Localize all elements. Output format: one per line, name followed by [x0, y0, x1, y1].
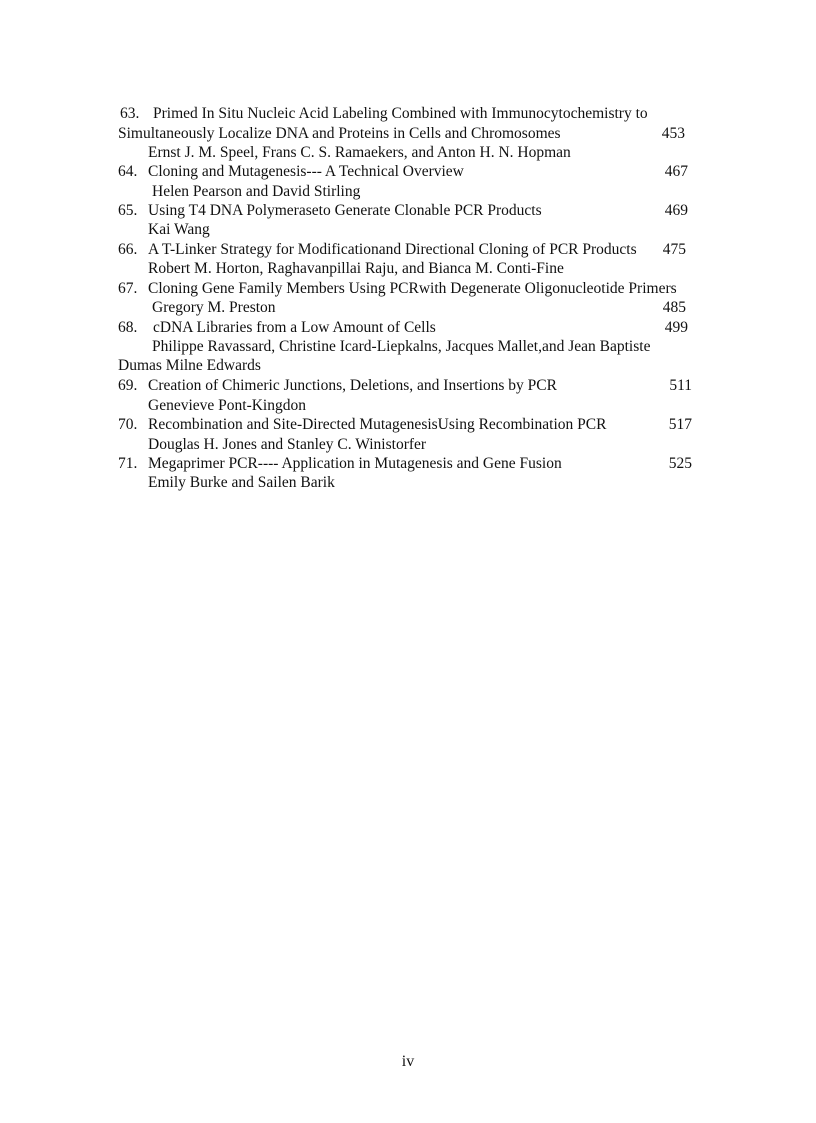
entry-page: 485 [662, 299, 686, 316]
entry-page: 517 [668, 416, 692, 433]
toc-entry-65-authors [0, 220, 816, 240]
entry-number: 65. [118, 202, 138, 219]
entry-authors: Ernst J. M. Speel, Frans C. S. Ramaekers, and Anton H. N. Hopman [148, 144, 571, 161]
entry-authors: Helen Pearson and David Stirling [152, 183, 361, 200]
toc-entry-64 [0, 162, 816, 182]
toc-entry-70 [0, 415, 816, 435]
entry-title: Creation of Chimeric Junctions, Deletions, and Insertions by PCR [148, 377, 557, 394]
toc-entry-71 [0, 454, 816, 474]
entry-page: 467 [664, 163, 688, 180]
entry-number: 66. [118, 241, 138, 258]
toc-entry-69-authors [0, 396, 816, 416]
entry-title: A T-Linker Strategy for Modificationand Directional Cloning of PCR Products [148, 241, 637, 258]
entry-title: Using T4 DNA Polymeraseto Generate Clonable PCR Products [148, 202, 542, 219]
toc-entry-64-authors [0, 182, 816, 202]
entry-page: 475 [662, 241, 686, 258]
entry-title: Megaprimer PCR---- Application in Mutagenesis and Gene Fusion [148, 455, 562, 472]
entry-authors-line2: Dumas Milne Edwards [118, 357, 261, 374]
toc-entry-66-authors [0, 259, 816, 279]
toc-entry-67-authors [0, 298, 816, 318]
toc-entry-69 [0, 376, 816, 396]
entry-number: 71. [118, 455, 138, 472]
entry-title: Recombination and Site-Directed MutagenesisUsing Recombination PCR [148, 416, 607, 433]
entry-authors: Gregory M. Preston [152, 299, 276, 316]
toc-entry-63-line2 [0, 124, 816, 144]
toc-entry-71-authors [0, 473, 816, 493]
entry-title: cDNA Libraries from a Low Amount of Cells [153, 319, 436, 336]
entry-page: 499 [664, 319, 688, 336]
entry-page: 453 [661, 125, 685, 142]
entry-title: Cloning and Mutagenesis--- A Technical Overview [148, 163, 464, 180]
entry-authors: Kai Wang [148, 221, 210, 238]
entry-page: 511 [669, 377, 692, 394]
toc-entry-65 [0, 201, 816, 221]
entry-number: 69. [118, 377, 138, 394]
entry-number: 70. [118, 416, 138, 433]
entry-page: 469 [664, 202, 688, 219]
entry-page: 525 [668, 455, 692, 472]
toc-entry-66 [0, 240, 816, 260]
entry-authors-line1: Philippe Ravassard, Christine Icard-Liepkalns, Jacques Mallet,and Jean Baptiste [152, 338, 651, 355]
toc-entry-67 [0, 279, 816, 299]
page-number-footer: iv [401, 1053, 415, 1070]
entry-number: 64. [118, 163, 138, 180]
toc-entry-68-authors-line2 [0, 356, 816, 376]
entry-title-line1: Primed In Situ Nucleic Acid Labeling Combined with Immunocytochemistry to [153, 105, 648, 122]
entry-number: 63. [120, 105, 140, 122]
toc-entry-70-authors [0, 435, 816, 455]
entry-title-line2: Simultaneously Localize DNA and Proteins in Cells and Chromosomes [118, 125, 561, 142]
entry-authors: Robert M. Horton, Raghavanpillai Raju, and Bianca M. Conti-Fine [148, 260, 564, 277]
toc-entry-68-authors-line1 [0, 337, 816, 357]
entry-authors: Emily Burke and Sailen Barik [148, 474, 335, 491]
entry-number: 67. [118, 280, 138, 297]
entry-authors: Genevieve Pont-Kingdon [148, 397, 306, 414]
entry-title: Cloning Gene Family Members Using PCRwith Degenerate Oligonucleotide Primers [148, 280, 677, 297]
toc-entry-63-authors [0, 143, 816, 163]
toc-entry-68 [0, 318, 816, 338]
toc-entry-63-line1 [0, 104, 816, 124]
entry-authors: Douglas H. Jones and Stanley C. Winistorfer [148, 436, 427, 453]
entry-number: 68. [118, 319, 138, 336]
